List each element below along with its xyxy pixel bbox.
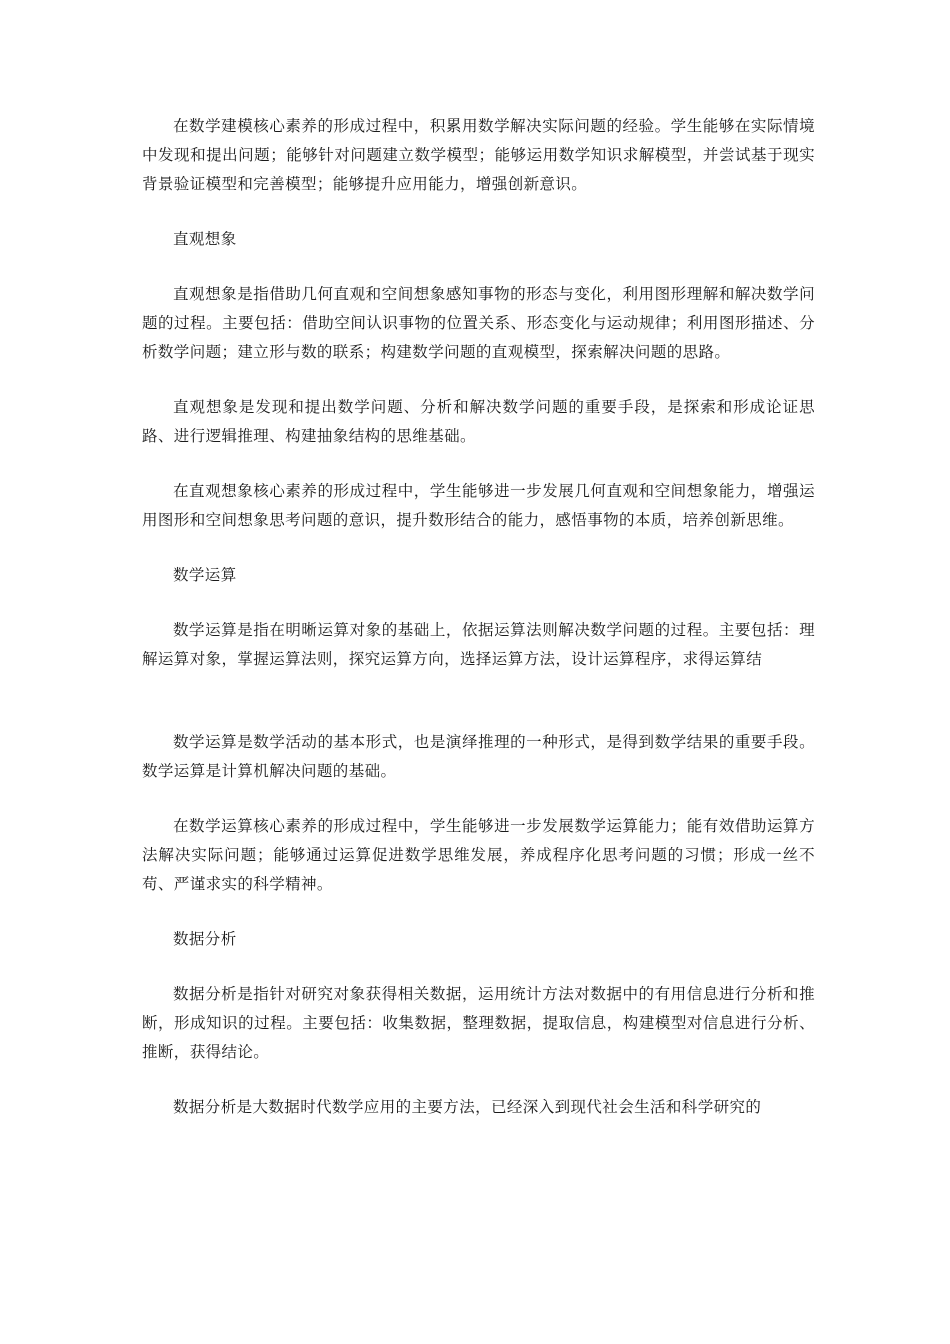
- paragraph-operation-definition: 数学运算是指在明晰运算对象的基础上，依据运算法则解决数学问题的过程。主要包括：理解运算对象，掌握运算法则，探究运算方向，选择运算方法，设计运算程序，求得运算结: [142, 621, 815, 668]
- document-page: [142, 112, 815, 1122]
- paragraph-modeling-process: 在数学建模核心素养的形成过程中，积累用数学解决实际问题的经验。学生能够在实际情境中发现和提出问题；能够针对问题建立数学模型；能够运用数学知识求解模型，并尝试基于现实背景验证模型和完善模型；能够提升应用能力，增强创新意识。: [142, 117, 815, 193]
- paragraph-intuitive-role: 直观想象是发现和提出数学问题、分析和解决数学问题的重要手段，是探索和形成论证思路、进行逻辑推理、构建抽象结构的思维基础。: [142, 398, 815, 445]
- section-heading-intuitive-imagination: 直观想象: [173, 230, 237, 248]
- spacer: [142, 1067, 815, 1093]
- spacer: [142, 674, 815, 728]
- spacer: [142, 590, 815, 616]
- section-heading-math-operation: 数学运算: [173, 566, 237, 584]
- spacer: [142, 451, 815, 477]
- spacer: [142, 254, 815, 280]
- paragraph-intuitive-process: 在直观想象核心素养的形成过程中，学生能够进一步发展几何直观和空间想象能力，增强运用图形和空间想象思考问题的意识，提升数形结合的能力，感悟事物的本质，培养创新思维。: [142, 482, 815, 529]
- spacer: [142, 899, 815, 925]
- spacer: [142, 199, 815, 225]
- spacer: [142, 535, 815, 561]
- paragraph-intuitive-definition: 直观想象是指借助几何直观和空间想象感知事物的形态与变化，利用图形理解和解决数学问题的过程。主要包括：借助空间认识事物的位置关系、形态变化与运动规律；利用图形描述、分析数学问题；建立形与数的联系；构建数学问题的直观模型，探索解决问题的思路。: [142, 285, 815, 361]
- spacer: [142, 954, 815, 980]
- spacer: [142, 367, 815, 393]
- spacer: [142, 786, 815, 812]
- paragraph-data-analysis-definition: 数据分析是指针对研究对象获得相关数据，运用统计方法对数据中的有用信息进行分析和推断，形成知识的过程。主要包括：收集数据，整理数据，提取信息，构建模型对信息进行分析、推断，获得结论。: [142, 985, 815, 1061]
- section-heading-data-analysis: 数据分析: [173, 930, 237, 948]
- paragraph-operation-role: 数学运算是数学活动的基本形式，也是演绎推理的一种形式，是得到数学结果的重要手段。数学运算是计算机解决问题的基础。: [142, 733, 815, 780]
- paragraph-data-analysis-role: 数据分析是大数据时代数学应用的主要方法，已经深入到现代社会生活和科学研究的: [173, 1098, 762, 1116]
- paragraph-operation-process: 在数学运算核心素养的形成过程中，学生能够进一步发展数学运算能力；能有效借助运算方法解决实际问题；能够通过运算促进数学思维发展，养成程序化思考问题的习惯；形成一丝不苟、严谨求实的科学精神。: [142, 817, 815, 893]
